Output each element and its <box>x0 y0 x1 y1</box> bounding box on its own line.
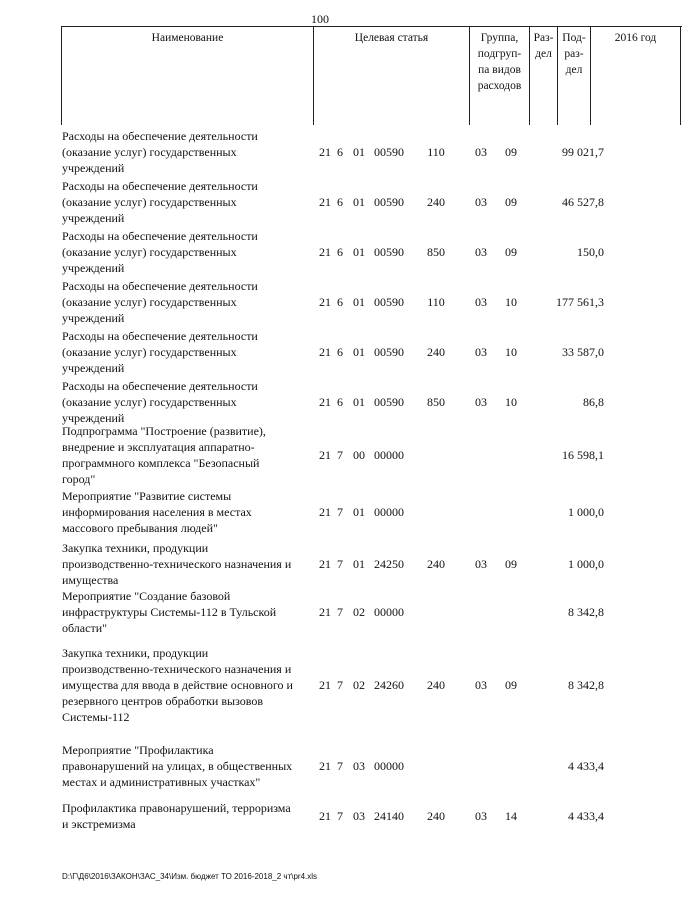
row-name-line: (оказание услуг) государственных <box>62 295 237 309</box>
target-code-2: 6 <box>337 295 343 309</box>
row-name-line: учреждений <box>62 311 125 325</box>
expense-group: 850 <box>427 395 445 409</box>
row-name-line: информирования населения в местах <box>62 505 252 519</box>
header-group-line: расходов <box>477 80 522 92</box>
table-row <box>0 488 640 536</box>
header-section-line: Раз- <box>533 32 554 44</box>
section-code: 03 <box>475 809 487 823</box>
expense-group: 110 <box>427 295 445 309</box>
row-name-line: (оказание услуг) государственных <box>62 195 237 209</box>
target-code-1: 21 <box>319 245 331 259</box>
header-group-line: подгруп- <box>477 48 522 60</box>
row-name-line: и экстремизма <box>62 817 136 831</box>
row-name-line: Подпрограмма "Построение (развитие), <box>62 424 266 438</box>
amount-2016: 177 561,3 <box>556 295 604 309</box>
target-code-2: 6 <box>337 345 343 359</box>
header-subsection <box>558 27 591 125</box>
header-target-article: Целевая статья <box>314 27 470 125</box>
header-subsection-line: раз- <box>564 48 584 60</box>
target-code-3: 03 <box>353 809 365 823</box>
row-name-line: Мероприятие "Профилактика <box>62 743 214 757</box>
row-name-line: имущества для ввода в действие основного и <box>62 678 293 692</box>
amount-2016: 4 433,4 <box>568 809 604 823</box>
table-row <box>0 800 640 832</box>
row-name-line: учреждений <box>62 211 125 225</box>
header-section-line: дел <box>535 48 552 60</box>
table-row <box>0 423 640 487</box>
row-name <box>62 742 310 790</box>
row-name-line: Мероприятие "Развитие системы <box>62 489 232 503</box>
target-code-1: 21 <box>319 809 331 823</box>
row-name-line: правонарушений на улицах, в общественных <box>62 759 293 773</box>
target-code-2: 7 <box>337 448 343 462</box>
subsection-code: 10 <box>505 345 517 359</box>
target-code-2: 7 <box>337 557 343 571</box>
target-code-3: 01 <box>353 295 365 309</box>
target-code-3: 01 <box>353 245 365 259</box>
table-row <box>0 328 640 376</box>
row-name-line: Расходы на обеспечение деятельности <box>62 179 258 193</box>
target-code-2: 7 <box>337 605 343 619</box>
row-name <box>62 278 310 326</box>
target-code-1: 21 <box>319 505 331 519</box>
target-code-1: 21 <box>319 195 331 209</box>
subsection-code: 10 <box>505 395 517 409</box>
header-name: Наименование <box>62 27 314 125</box>
amount-2016: 1 000,0 <box>568 557 604 571</box>
target-code-4: 00000 <box>374 605 404 619</box>
expense-group: 240 <box>427 809 445 823</box>
row-name-line: учреждений <box>62 411 125 425</box>
row-name-line: Расходы на обеспечение деятельности <box>62 229 258 243</box>
header-expense-group <box>470 27 530 125</box>
row-name-line: местах и административных участках" <box>62 775 261 789</box>
expense-group: 240 <box>427 678 445 692</box>
target-code-1: 21 <box>319 605 331 619</box>
page-number: 100 <box>311 12 329 26</box>
row-name <box>62 588 310 636</box>
row-name-line: учреждений <box>62 361 125 375</box>
target-code-2: 6 <box>337 145 343 159</box>
target-code-4: 00000 <box>374 448 404 462</box>
target-code-3: 01 <box>353 145 365 159</box>
target-code-2: 7 <box>337 759 343 773</box>
table-row <box>0 378 640 426</box>
expense-group: 240 <box>427 345 445 359</box>
row-name-line: (оказание услуг) государственных <box>62 345 237 359</box>
section-code: 03 <box>475 295 487 309</box>
amount-2016: 99 021,7 <box>562 145 604 159</box>
row-name <box>62 328 310 376</box>
table-row <box>0 228 640 276</box>
target-code-3: 02 <box>353 605 365 619</box>
section-code: 03 <box>475 145 487 159</box>
target-code-4: 00590 <box>374 145 404 159</box>
target-code-1: 21 <box>319 759 331 773</box>
target-code-2: 6 <box>337 195 343 209</box>
section-code: 03 <box>475 345 487 359</box>
header-subsection-line: Под- <box>562 32 586 44</box>
amount-2016: 16 598,1 <box>562 448 604 462</box>
row-name-line: учреждений <box>62 261 125 275</box>
row-name-line: области" <box>62 621 108 635</box>
row-name <box>62 488 310 536</box>
row-name-line: производственно-технического назначения и <box>62 662 292 676</box>
row-name <box>62 645 310 725</box>
row-name-line: Профилактика правонарушений, терроризма <box>62 801 291 815</box>
amount-2016: 8 342,8 <box>568 605 604 619</box>
subsection-code: 09 <box>505 145 517 159</box>
expense-group: 240 <box>427 557 445 571</box>
target-code-4: 00590 <box>374 245 404 259</box>
subsection-code: 10 <box>505 295 517 309</box>
target-code-1: 21 <box>319 557 331 571</box>
amount-2016: 86,8 <box>583 395 604 409</box>
target-code-2: 6 <box>337 245 343 259</box>
subsection-code: 09 <box>505 678 517 692</box>
table-row <box>0 178 640 226</box>
target-code-4: 00590 <box>374 395 404 409</box>
target-code-4: 00590 <box>374 345 404 359</box>
section-code: 03 <box>475 678 487 692</box>
target-code-1: 21 <box>319 678 331 692</box>
row-name-line: производственно-технического назначения и <box>62 557 292 571</box>
row-name <box>62 178 310 226</box>
section-code: 03 <box>475 245 487 259</box>
target-code-2: 7 <box>337 505 343 519</box>
row-name-line: внедрение и эксплуатация аппаратно- <box>62 440 255 454</box>
target-code-3: 01 <box>353 345 365 359</box>
target-code-3: 01 <box>353 557 365 571</box>
expense-group: 850 <box>427 245 445 259</box>
row-name-line: Расходы на обеспечение деятельности <box>62 279 258 293</box>
amount-2016: 33 587,0 <box>562 345 604 359</box>
target-code-4: 00590 <box>374 195 404 209</box>
header-group-line: па видов <box>478 64 521 76</box>
target-code-3: 01 <box>353 195 365 209</box>
target-code-3: 01 <box>353 505 365 519</box>
row-name-line: город" <box>62 472 96 486</box>
subsection-code: 09 <box>505 195 517 209</box>
section-code: 03 <box>475 395 487 409</box>
target-code-4: 24250 <box>374 557 404 571</box>
target-code-3: 01 <box>353 395 365 409</box>
table-row <box>0 540 640 588</box>
file-path-footer: D:\Г\Д6\2016\ЗАКОН\ЗАС_34\Изм. бюджет ТО 2016-2018_2 чт\pr4.xls <box>62 872 318 881</box>
subsection-code: 09 <box>505 245 517 259</box>
table-row <box>0 645 640 725</box>
table-row <box>0 588 640 636</box>
row-name-line: (оказание услуг) государственных <box>62 395 237 409</box>
row-name-line: Мероприятие "Создание базовой <box>62 589 231 603</box>
table-row <box>0 278 640 326</box>
target-code-4: 00590 <box>374 295 404 309</box>
header-year: 2016 год <box>591 27 681 125</box>
row-name <box>62 423 310 487</box>
row-name-line: массового пребывания людей" <box>62 521 218 535</box>
row-name-line: Закупка техники, продукции <box>62 541 209 555</box>
expense-group: 110 <box>427 145 445 159</box>
table-row <box>0 742 640 790</box>
amount-2016: 150,0 <box>577 245 604 259</box>
target-code-2: 7 <box>337 678 343 692</box>
amount-2016: 46 527,8 <box>562 195 604 209</box>
amount-2016: 8 342,8 <box>568 678 604 692</box>
subsection-code: 09 <box>505 557 517 571</box>
row-name-line: имущества <box>62 573 119 587</box>
target-code-3: 00 <box>353 448 365 462</box>
amount-2016: 4 433,4 <box>568 759 604 773</box>
row-name <box>62 800 310 832</box>
target-code-3: 03 <box>353 759 365 773</box>
expense-group: 240 <box>427 195 445 209</box>
row-name-line: Расходы на обеспечение деятельности <box>62 379 258 393</box>
row-name-line: программного комплекса "Безопасный <box>62 456 260 470</box>
section-code: 03 <box>475 195 487 209</box>
header-group-line: Группа, <box>480 32 519 44</box>
header-subsection-line: дел <box>565 64 583 76</box>
row-name-line: учреждений <box>62 161 125 175</box>
target-code-4: 24140 <box>374 809 404 823</box>
row-name-line: (оказание услуг) государственных <box>62 245 237 259</box>
row-name-line: Расходы на обеспечение деятельности <box>62 329 258 343</box>
section-code: 03 <box>475 557 487 571</box>
amount-2016: 1 000,0 <box>568 505 604 519</box>
target-code-3: 02 <box>353 678 365 692</box>
target-code-1: 21 <box>319 295 331 309</box>
row-name-line: Системы-112 <box>62 710 130 724</box>
target-code-4: 00000 <box>374 759 404 773</box>
header-section <box>530 27 558 125</box>
target-code-1: 21 <box>319 395 331 409</box>
table-header <box>61 26 682 125</box>
row-name-line: Расходы на обеспечение деятельности <box>62 129 258 143</box>
target-code-4: 24260 <box>374 678 404 692</box>
target-code-1: 21 <box>319 448 331 462</box>
row-name <box>62 378 310 426</box>
row-name-line: (оказание услуг) государственных <box>62 145 237 159</box>
subsection-code: 14 <box>505 809 517 823</box>
row-name <box>62 128 310 176</box>
target-code-1: 21 <box>319 345 331 359</box>
table-row <box>0 128 640 176</box>
row-name-line: резервного центров обработки вызовов <box>62 694 263 708</box>
row-name <box>62 228 310 276</box>
target-code-1: 21 <box>319 145 331 159</box>
target-code-2: 6 <box>337 395 343 409</box>
target-code-2: 7 <box>337 809 343 823</box>
row-name-line: инфраструктуры Системы-112 в Тульской <box>62 605 277 619</box>
row-name-line: Закупка техники, продукции <box>62 646 209 660</box>
target-code-4: 00000 <box>374 505 404 519</box>
row-name <box>62 540 310 588</box>
